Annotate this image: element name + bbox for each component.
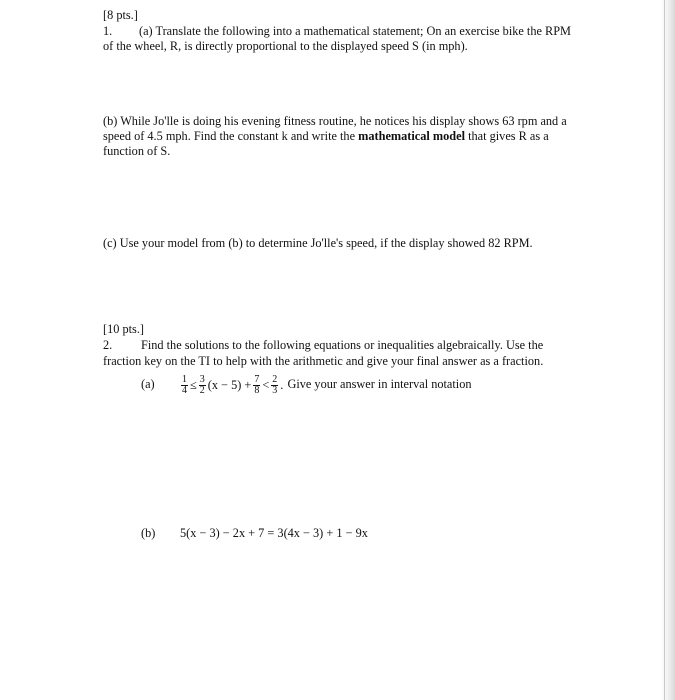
fraction-seven-eighths: $\frac{7}{8}$ [254, 373, 260, 396]
q1-part-b-line3: function of S. [103, 144, 171, 158]
q2-part-a-inequality: $\frac{1}{4}$ ≤ $\frac{3}{2}$ (x − 5) + $\frac{7}{8}$ < $\frac{2}{3}$ . Give your answer in interval notation [182, 373, 472, 396]
q1-part-b-line2-post: that gives R as a [465, 129, 549, 143]
q2-part-b-equation: 5(x − 3) − 2x + 7 = 3(4x − 3) + 1 − 9x [180, 526, 368, 540]
q2-number: 2. [103, 338, 113, 352]
fraction-one-quarter: $\frac{1}{4}$ [182, 373, 187, 396]
q2-part-a-instruction: Give your answer in interval notation [287, 377, 472, 391]
q1-part-a-line1: (a) Translate the following into a mathematical statement; On an exercise bike the RPM [139, 24, 571, 38]
q1-points: [8 pts.] [103, 8, 138, 22]
q2-points: [10 pts.] [103, 322, 144, 336]
q2-part-a-label: (a) [141, 377, 155, 391]
q2-intro-line2: fraction key on the TI to help with the arithmetic and give your final answer as a fraction. [103, 354, 544, 368]
q2-intro-line1: Find the solutions to the following equations or inequalities algebraically. Use the [141, 338, 544, 352]
q1-number: 1. [103, 24, 113, 38]
q1-part-b-bold-term: mathematical model [358, 129, 466, 143]
q1-part-c: (c) Use your model from (b) to determine Jo'lle's speed, if the display showed 82 RPM. [103, 236, 533, 250]
q2-part-b-label: (b) [141, 526, 156, 540]
q1-part-b-line1: (b) While Jo'lle is doing his evening fitness routine, he notices his display shows 63 rpm and a [103, 114, 567, 128]
q1-part-b-line2 [103, 129, 549, 144]
page-edge-line [664, 0, 665, 700]
q1-part-a-line2: of the wheel, R, is directly proportional to the displayed speed S (in mph). [103, 39, 468, 53]
fraction-two-thirds: $\frac{2}{3}$ [272, 373, 278, 396]
q1-part-b-line2-pre: speed of 4.5 mph. Find the constant k and write the [103, 129, 359, 143]
fraction-three-halves: $\frac{3}{2}$ [199, 373, 205, 396]
